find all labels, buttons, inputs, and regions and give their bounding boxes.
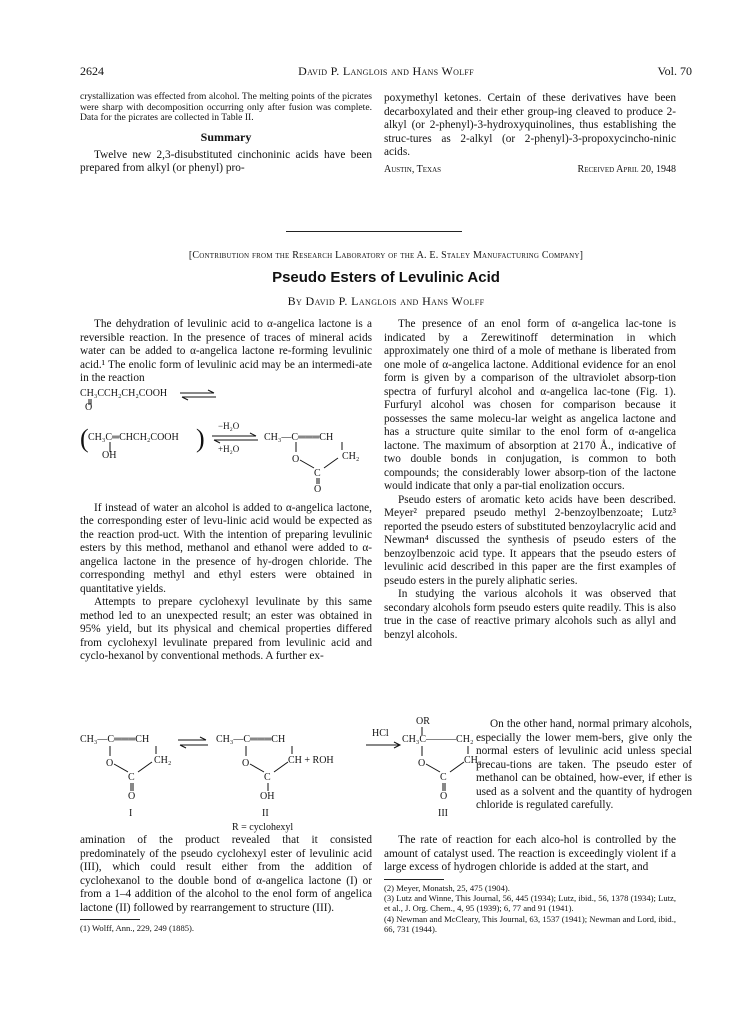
summary-text: Twelve new 2,3-disubstituted cinchoninic acids have been prepared from alkyl (or phenyl) pro- <box>80 148 372 175</box>
footnote-rule <box>80 919 140 920</box>
reversible-arrow-icon <box>210 432 260 444</box>
structure-i-top: CH₃—C═══CH <box>80 734 150 745</box>
structure-iii-carbon: C <box>440 772 447 783</box>
paragraph-reaction-rate: The rate of reaction for each alco-hol is controlled by the amount of catalyst used. The reaction is exceedingly violent if a large excess of hydrogen chloride is added at the start, and <box>384 834 676 873</box>
volume-number: Vol. 70 <box>657 64 692 78</box>
structure-ii-label: II <box>262 808 269 819</box>
prev-article-summary-continuation: poxymethyl ketones. Certain of these derivatives have been decarboxylated and their ether group-ing cleaved to produce 2-alkyl (or 2-phenyl)-3-hydroxyquinolines, thus establishing the struc-tures as 2-alkyl (or 2-phenyl)-3-propoxycincho-ninic acids. <box>384 92 676 158</box>
structure-i-ch2: CH₂ <box>154 755 172 766</box>
footnote-4: (4) Newman and McCleary, This Journal, 63, 1537 (1941); Newman and Lord, ibid., 66, 731 (1944). <box>384 913 676 935</box>
eq2-ring-carbon: C <box>314 467 321 479</box>
running-header <box>80 64 692 82</box>
structure-ii-oxygen: O <box>242 758 250 769</box>
paragraph-cyclohexyl: Attempts to prepare cyclohexyl levulinate by this same method led to an unexpected result; an ester was obtained in 95% yield, but its physical and chemical properties differed from cyclohexyl levulinate prepared from levulinic acid and cyclo-hexanol by conventional methods. A further ex- <box>80 596 372 662</box>
prev-article-signoff <box>384 164 676 175</box>
eq2-plus-water: +H₂O <box>218 443 240 454</box>
structure-iii-or: OR <box>416 716 430 727</box>
eq1-oxygen: O <box>85 401 93 413</box>
catalyst-label: HCl <box>372 728 389 739</box>
eq2-carbonyl-row <box>80 483 372 496</box>
running-title: David P. Langlois and Hans Wolff <box>298 64 474 78</box>
structure-ii-ch-rohs: CH + ROH <box>288 755 334 766</box>
footnote-rule-right <box>384 879 444 880</box>
eq1-formula: CH₃CCH₂CH₂COOH <box>80 387 168 399</box>
reaction-arrow-icon <box>364 741 404 749</box>
structure-i-carbonyl-oxygen: O <box>128 791 136 802</box>
footnote-2: (2) Meyer, Monatsh, 25, 475 (1904). <box>384 882 510 893</box>
structure-iii-carbonyl-icon <box>441 783 447 791</box>
section-divider <box>286 231 462 232</box>
page-number: 2624 <box>80 64 104 78</box>
eq2-carbonyl-oxygen: O <box>314 483 322 495</box>
r-definition: R = cyclohexyl <box>232 822 294 833</box>
left-paren: ( <box>80 423 89 453</box>
structure-i-carbon: C <box>128 772 135 783</box>
paragraph-intro: The dehydration of levulinic acid to α-angelica lactone is a reversible reaction. In the presence of traces of mineral acids water can be added to α-angelica lactone re-forming levulinic acid.¹ The enolic form of levulinic acid may be an intermedi-ate in the reaction <box>80 318 372 384</box>
contribution-line: [Contribution from the Research Laboratory of the A. E. Staley Manufacturing Company] <box>188 250 584 261</box>
right-column-bottom <box>384 834 676 935</box>
footnote-3: (3) Lutz and Winne, This Journal, 56, 445 (1934); Lutz, ibid., 56, 1378 (1934); Lutz, et al., J. Org. Chem., 4, 95 (1939); 6, 77 and 91 (1941). <box>384 892 676 914</box>
right-paren: ) <box>196 423 205 453</box>
paragraph-pseudo-esters: Pseudo esters of aromatic keto acids have been described. Meyer² prepared pseudo methyl 2-benzoylbenzoate; Lutz³ reported the pseudo esters of substituted benzoylacrylic acid and Newman⁴ discussed the synthesis of pseudo esters of the benzoylbenzoic acid type. It appears that the pseudo esters of levulinic acid described in this paper are the first examples of pseudo esters in the purely aliphatic series. <box>384 493 676 587</box>
location: Austin, Texas <box>384 163 442 175</box>
right-column <box>384 318 676 642</box>
eq2-enol-formula: CH₃C═CHCH₂COOH <box>88 431 179 443</box>
equation-enol-lactone <box>80 416 372 486</box>
structure-ii-carbon: C <box>264 772 271 783</box>
paragraph-alcohols: In studying the various alcohols it was observed that secondary alcohols form pseudo esters quite readily. This is also true in the case of reactive primary alcohols such as allyl and benzyl alcohols. <box>384 588 676 641</box>
byline: By David P. Langlois and Hans Wolff <box>287 294 485 308</box>
paragraph-enol-form: The presence of an enol form of α-angelica lac-tone is indicated by a Zerewitinoff determination in which approximately one third of a mole of methane is liberated from one mole of α-angelica lactone. Additional evidence for an enol form is given by a comparison of the ultraviolet absorp-tion spectra of furfuryl alcohol and α-angelica lac-tone (Fig. 1). Furfuryl alcohol was chosen for comparison because it possesses the same molecu-lar weight as angelica lactone and has a structure quite similar to the enol form of α-angelica lactone. The maximum of absorption at 2170 Å., indicative of two double bonds in conjugation, is common to both compounds; the considerably lower absorp-tion of the lactone would indicate that only a par-tial enolization occurs. <box>384 318 676 492</box>
lactone-ring-bonds-icon <box>280 442 350 470</box>
eq2-hydroxyl: OH <box>102 449 117 461</box>
structure-i-oxygen: O <box>106 758 114 769</box>
equilibrium-arrow-i-ii-icon <box>176 736 210 750</box>
left-column-bottom <box>80 834 372 933</box>
eq2-lactone-top: CH₃—C═══CH <box>264 431 334 443</box>
structure-iii-top: CH₃C———CH₂ <box>402 734 474 745</box>
structure-iii-carbonyl-oxygen: O <box>440 791 448 802</box>
prev-article-left <box>80 92 372 176</box>
eq2-minus-water: −H₂O <box>218 420 240 431</box>
structure-i-carbonyl-icon <box>129 783 135 791</box>
reaction-scheme <box>76 714 696 834</box>
structure-ii-hydroxyl: OH <box>260 791 275 802</box>
footnote-1: (1) Wolff, Ann., 229, 249 (1885). <box>80 923 195 933</box>
structure-ii-single-bond-icon <box>266 783 270 791</box>
paragraph-alcohol-addition: If instead of water an alcohol is added to α-angelica lactone, the corresponding ester of levu-linic acid would be expected as the reaction prod-uct. With the intention of preparing levulinic esters by this method, methanol and ethanol were added to α-angelica lactone in the presence of hy-drogen chloride. The corresponding methyl and ethyl esters were obtained in quantitative yields. <box>80 501 372 595</box>
prev-article-right <box>384 92 676 175</box>
structure-iii-oxygen: O <box>418 758 426 769</box>
left-column <box>80 318 372 664</box>
prev-article-experimental-text: crystallization was effected from alcohol. The melting points of the picrates were sharp with decomposition occurring only after fusion was complete. Data for the picrates are collected in Table II. <box>80 91 372 124</box>
received-date: Received April 20, 1948 <box>577 163 676 175</box>
equilibrium-arrow-icon <box>178 389 218 401</box>
paragraph-normal-primary: On the other hand, normal primary alcohols, especially the lower mem-bers, give only the normal esters of levulinic acid unless special precau-tions are taken. The pseudo ester of methanol can be obtained, how-ever, if ether is used as a solvent and the quantity of hydrogen chloride is regulated carefully. <box>476 718 692 811</box>
structure-iii-label: III <box>438 808 448 819</box>
equation-levulinic-acid <box>80 388 372 414</box>
eq2-ring-oxygen: O <box>292 453 300 465</box>
structure-iii-ch2: CH₂ <box>464 755 482 766</box>
structure-i-label: I <box>129 808 133 819</box>
summary-heading: Summary <box>200 129 252 144</box>
structure-ii-top: CH₃—C═══CH <box>216 734 286 745</box>
eq2-ring-ch2: CH₂ <box>342 450 360 462</box>
paragraph-examination: amination of the product revealed that it consisted predominately of the pseudo cyclohexyl ester of levulinic acid (III), which could result either from the addition of cyclohexanol to the double bond of α-angelica lactone (I) or from a 1–4 addition of the alcohol to the enol form of angelica lactone (II) followed by rearrangement to structure (III). <box>80 834 372 914</box>
article-title: Pseudo Esters of Levulinic Acid <box>272 269 500 286</box>
